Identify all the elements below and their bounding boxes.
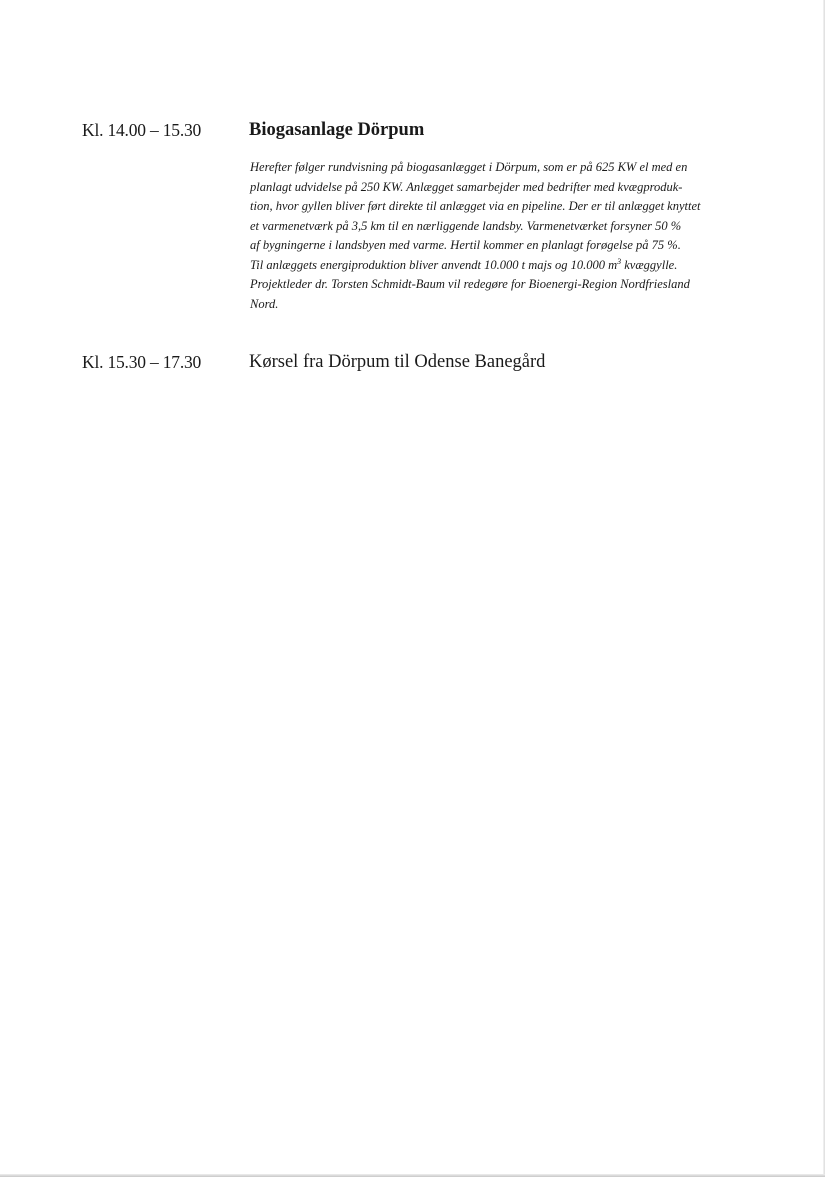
time-slot-1: Kl. 14.00 – 15.30 — [82, 120, 202, 140]
description-line: af bygningerne i landsbyen med varme. Hertil kommer en planlagt forøgelse på 75 %. — [250, 238, 681, 252]
description-line — [250, 256, 750, 276]
time-slot-2: Kl. 15.30 – 17.30 — [82, 352, 202, 372]
description-line: planlagt udvidelse på 250 KW. Anlægget samarbejder med bedrifter med kvægproduk- — [250, 179, 683, 194]
entry-title-transfer: Kørsel fra Dörpum til Odense Banegård — [249, 352, 546, 372]
description-line: et varmenetværk på 3,5 km til en nærliggende landsby. Varmenetværket forsyner 50 % — [250, 218, 682, 233]
description-text: Til anlæggets energiproduktion bliver anvendt 10.000 t majs og 10.000 m — [250, 257, 618, 272]
description-line: Nord. — [250, 296, 279, 311]
description-text: kvæggylle. — [621, 257, 678, 272]
description-line: Projektleder dr. Torsten Schmidt-Baum vil redegøre for Bioenergi-Region Nordfriesland — [250, 277, 690, 291]
superscript-cubed: 3 — [617, 256, 622, 266]
description-line: Herefter følger rundvisning på biogasanlægget i Dörpum, som er på 625 KW el med en — [250, 160, 688, 174]
description-line: tion, hvor gyllen bliver ført direkte til anlægget via en pipeline. Der er til anlægget knyttet — [250, 199, 701, 213]
entry-title-biogasanlage: Biogasanlage Dörpum — [249, 120, 425, 140]
entry-description — [250, 158, 750, 314]
